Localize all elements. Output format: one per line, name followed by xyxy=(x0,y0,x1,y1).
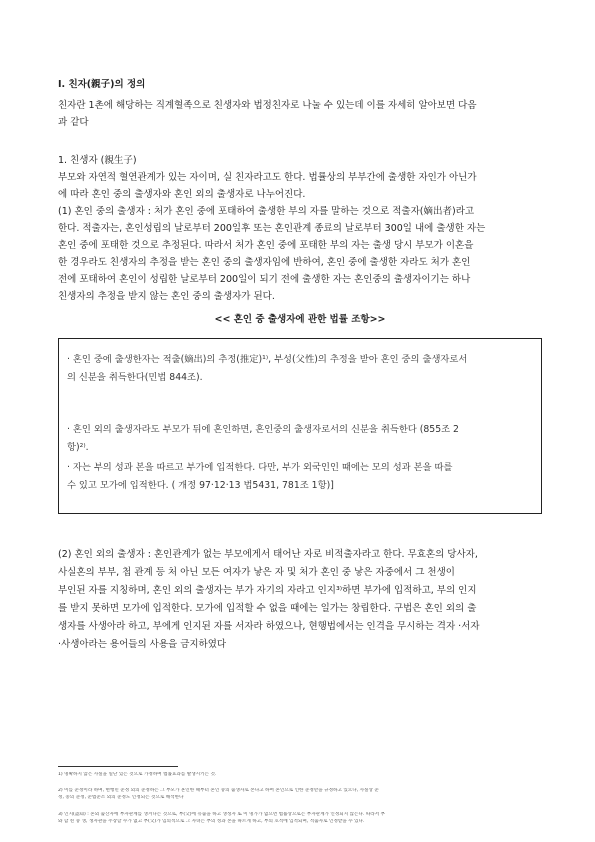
paragraph-line: 혼인 중에 포태한 것으로 추정된다. 따라서 처가 혼인 중에 포태한 부의 자는 출생 당시 부모가 이혼을 xyxy=(58,240,474,251)
footnote-3-cont: 와 합 친 중 생, 생자관을 주장할 수가 없고 부(父)가 임의적으로 그 자녀는 부의 성과 본을 따르게 하고, 부의 호적에 입적되며, 적출자로 인정받을 수 있다. xyxy=(58,819,365,824)
footnote-1: 1) 명확하지 않은 사실을 일단 있는 것으로 가정하여 법률효과를 발생시키는 것. xyxy=(58,772,217,777)
provision-item: 수 있고 모가에 입적한다. ( 개정 97·12·13 법5431, 781조 1항)] xyxy=(67,480,334,491)
legal-provisions-box xyxy=(58,338,542,514)
paragraph-line: 친생자의 추정을 받지 않는 혼인 중의 출생자가 된다. xyxy=(58,291,275,302)
paragraph-line: 사실혼의 부부, 첩 관계 등 처 아닌 모든 여자가 낳은 자 및 처가 혼인 중 낳은 자중에서 그 천생이 xyxy=(58,567,455,578)
intro-line-2: 과 같다 xyxy=(58,117,89,128)
paragraph-line: 전에 포태하여 혼인이 성립한 날로부터 200일이 되기 전에 출생한 자는 혼인중의 출생자이기는 하나 xyxy=(58,274,471,285)
paragraph-line: ·사생아라는 용어들의 사용을 금지하였다 xyxy=(58,639,227,650)
paragraph-line: 한 경우라도 친생자의 추정을 받는 혼인 중의 출생자임에 반하여, 혼인 중에 출생한 자라도 처가 혼인 xyxy=(58,257,471,268)
paragraph-line: 부인된 자를 지칭하며, 혼인 외의 출생자는 부가 자기의 자라고 인지³⁾하면 부가에 입적하고, 부의 인지 xyxy=(58,585,477,596)
paragraph-line: (1) 혼인 중의 출생자 : 처가 혼인 중에 포태하여 출생한 부의 자를 말하는 것으로 적출자(嫡出者)라고 xyxy=(58,206,475,217)
provision-item: · 혼인 중에 출생한자는 적출(嫡出)의 추정(推定)¹⁾, 부성(父性)의 추정을 받아 혼인 중의 출생자로서 xyxy=(67,354,468,365)
subsection-title-birth-child: 1. 친생자 (親生子) xyxy=(58,155,137,166)
footnote-2-cont: 정, 중의 준정, 준법준소 외의 준정도 인정되는 것으로 해석한다 xyxy=(58,795,184,800)
paragraph-line: 부모와 자연적 혈연관계가 있는 자이며, 실 친자라고도 한다. 법률상의 부부간에 출생한 자인가 아닌가 xyxy=(58,172,477,183)
intro-line-1: 친자란 1촌에 해당하는 직계혈족으로 친생자와 법정친자로 나눌 수 있는데 이를 자세히 알아보면 다음 xyxy=(58,100,477,111)
provision-item: · 혼인 외의 출생자라도 부모가 뒤에 혼인하면, 혼인중의 출생자로서의 신분을 취득한다 (855조 2 xyxy=(67,424,459,435)
footnote-2: 2) 이를 준정이라 하며, 현행민 준정 외의 준정하는 그 부모가 혼인한 때부터 혼인 중의 출생자로 본다고 하여 혼인으로 인한 준정만을 규정하고 있으나, 사실상 준 xyxy=(58,788,379,793)
paragraph-line: 에 따라 혼인 중의 출생자와 혼인 외의 출생자로 나누어진다. xyxy=(58,189,306,200)
footnote-divider xyxy=(58,766,178,767)
paragraph-line: 생자를 사생아라 하고, 부에게 인지된 자를 서자라 하였으나, 현행법에서는 인격을 무시하는 격자 ·서자 xyxy=(58,621,480,632)
footnote-3: 3) 인지(認知) : 혼외 출산자에 부자관계를 생겨나는 것으로, 부(父)에 유출을 하고 생성자 또 이 명가가 없으면 법률상으로는 부자관계가 인정되지 않는다. 따라서 부 xyxy=(58,812,386,817)
provision-item: 항)²⁾. xyxy=(67,442,89,453)
section-title: Ⅰ. 친자(親子)의 정의 xyxy=(58,79,146,90)
box-title: << 혼인 중 출생자에 관한 법률 조항>> xyxy=(214,314,386,325)
provision-item: · 자는 부의 성과 본을 따르고 부가에 입적한다. 다만, 부가 외국인인 때에는 모의 성과 본을 따를 xyxy=(67,462,453,473)
paragraph-line: (2) 혼인 외의 출생자 : 혼인관계가 없는 부모에게서 태어난 자로 비적출자라고 한다. 무효혼의 당사자, xyxy=(58,549,478,560)
provision-item: 의 신분을 취득한다(민법 844조). xyxy=(67,372,203,383)
paragraph-line: 한다. 적출자는, 혼인성립의 날로부터 200일후 또는 혼인관계 종료의 날로부터 300일 내에 출생한 자는 xyxy=(58,223,486,234)
paragraph-line: 를 받지 못하면 모가에 입적한다. 모가에 입적할 수 없을 때에는 일가는 창립한다. 구법은 혼인 외의 출 xyxy=(58,603,477,614)
